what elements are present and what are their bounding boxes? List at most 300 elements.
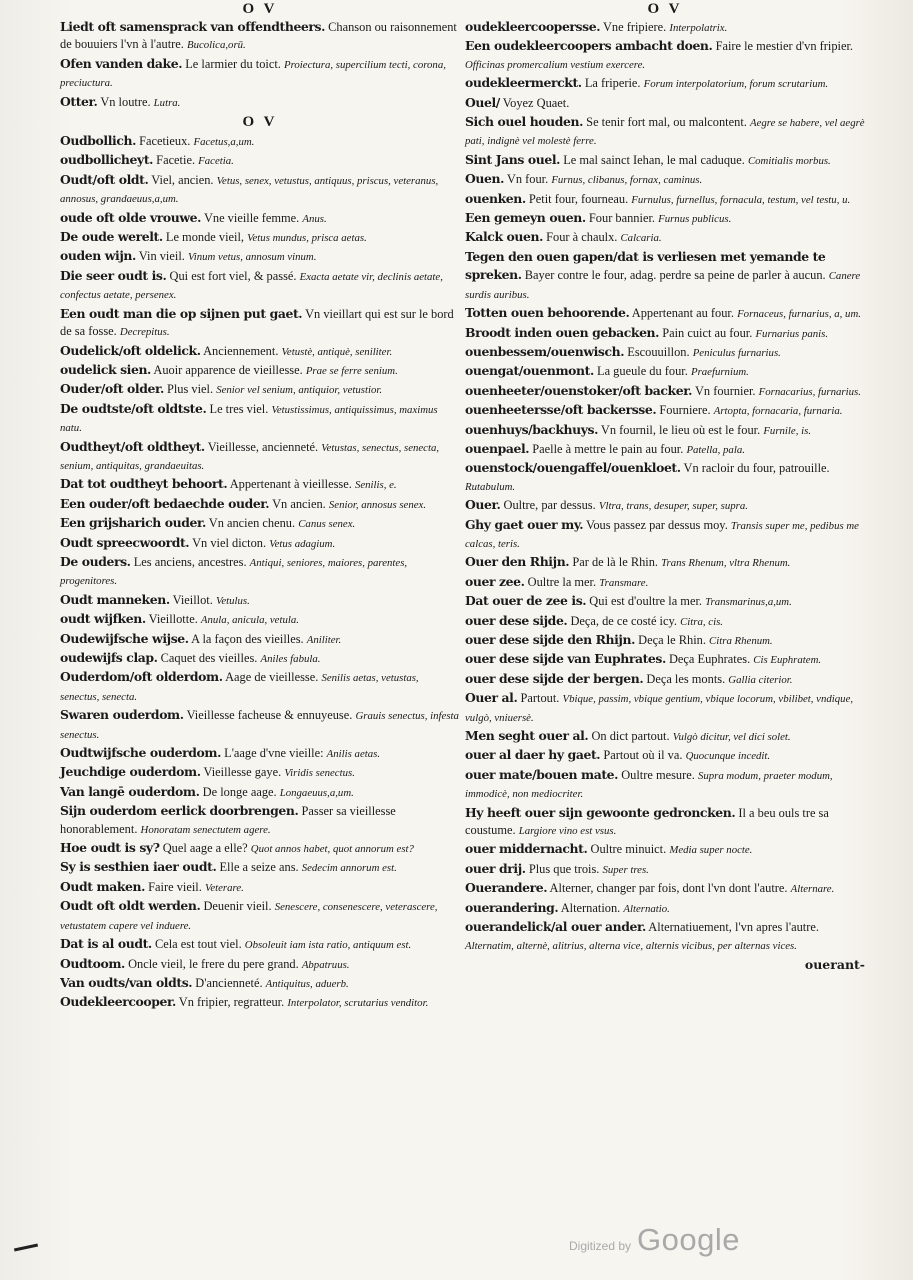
entry-french: Partout où il va. [603,748,683,763]
entry-french: Alterner, changer par fois, dont l'vn dont l'autre. [549,881,788,896]
entry-latin: Supra modum, praeter modum, immodicè, non mediocriter. [465,769,833,801]
right-column [465,0,865,972]
dictionary-entry [60,878,460,897]
entry-headword: ouengat/ouenmont. [465,363,594,379]
entry-headword: oudekleercoopersse. [465,19,601,34]
entry-latin: Forum interpolatorium, forum scrutarium. [643,78,829,91]
entry-french: Vin vieil. [138,249,185,264]
entry-headword: ouenheeter/ouenstoker/oft backer. [465,382,693,398]
entry-french: Les anciens, ancestres. [133,554,247,569]
entry-headword: Ouel/ [465,94,500,110]
entry-french: Viel, ancien. [151,172,214,187]
entry-latin: Anus. [302,212,327,225]
entry-headword: Sy is sesthien iaer oudt. [60,859,217,875]
entry-latin: Longaeuus,a,um. [279,786,354,799]
google-logo-text: Google [637,1222,740,1257]
entry-latin: Vetustissimus, antiquissimus, maximus natu. [60,403,438,435]
entry-french: La gueule du four. [597,364,688,379]
entry-headword: Ouerandere. [465,880,548,896]
dictionary-entry [465,113,865,151]
dictionary-entry [60,630,460,649]
entry-french: Fourniere. [659,403,711,418]
entry-latin: Largiore vino est vsus. [518,825,617,838]
dictionary-entry [60,993,460,1012]
entry-headword: Ouder/oft older. [60,381,164,397]
entry-headword: Sint Jans ouel. [465,151,561,167]
entry-french: Facetie. [156,153,196,168]
entry-french: Vn loutre. [100,94,151,109]
dictionary-entry [60,763,460,782]
dictionary-entry [465,228,865,247]
entry-headword: ouer drij. [465,860,526,876]
dictionary-entry [60,668,460,706]
entry-latin: Abpatruus. [301,958,350,971]
entry-french: Cela est tout viel. [154,937,242,952]
entry-latin: Alternatim, alternè, alitrius, alterna vice, alternis vicibus, per alternas vices. [465,939,797,952]
entry-french: Vn fripier, regratteur. [178,995,285,1010]
entry-latin: Furnarius panis. [755,327,829,340]
entry-latin: Calcaria. [620,232,662,245]
entry-latin: Senior, annosus senex. [328,498,427,511]
entry-headword: Oudtoom. [60,955,125,971]
entry-latin: Canus senex. [298,518,356,531]
dictionary-entry [465,151,865,170]
dictionary-entry [465,496,865,515]
entry-french: On dict partout. [591,729,670,744]
dictionary-entry [60,514,460,533]
dictionary-entry [465,592,865,611]
entry-french: Il a beu ouls tre sa coustume. [465,805,829,838]
entry-headword: Jeuchdige ouderdom. [60,764,201,780]
entry-french: Anciennement. [203,343,279,358]
dictionary-entry [465,382,865,401]
dictionary-entry [465,553,865,572]
dictionary-entry [465,18,865,37]
entry-latin: Prae se ferre senium. [305,364,398,377]
dictionary-entry [60,228,460,247]
entry-french: Voyez Quaet. [502,95,570,110]
dictionary-entry [60,591,460,610]
dictionary-entry [465,304,865,323]
entry-latin: Aegre se habere, vel aegrè pati, indignè vel molestè ferre. [465,117,865,148]
dictionary-entry [465,343,865,362]
entry-headword: Ouer den Rhijn. [465,554,570,570]
dictionary-entry [60,610,460,629]
entry-headword: Men seght ouer al. [465,728,589,744]
entry-headword: oudbollicheyt. [60,152,154,168]
dictionary-entry [60,55,460,93]
dictionary-entry [60,706,460,744]
dictionary-entry [465,727,865,746]
entry-french: Vn fournier. [694,383,756,398]
dictionary-entry [60,839,460,858]
right-main-entries [465,18,865,955]
entry-french: Quel aage a elle? [162,841,248,856]
entry-headword: De ouders. [60,553,131,569]
entry-french: Vn fournil, le lieu où est le four. [600,422,761,437]
entry-latin: Officinas promercalium vestium exercere. [465,58,646,71]
entry-headword: ouenken. [465,190,526,206]
entry-headword: Van oudts/van oldts. [60,974,193,990]
entry-headword: oudelick sien. [60,361,151,377]
entry-headword: Oudtheyt/oft oldtheyt. [60,438,205,454]
entry-latin: Comitialis morbus. [747,154,831,167]
entry-french: Oultre mesure. [621,767,695,782]
dictionary-entry [60,744,460,763]
dictionary-entry [465,94,865,113]
entry-french: Aage de vieillesse. [225,670,319,685]
section-head: O V [242,114,278,131]
entry-french: Escouuillon. [627,344,690,359]
entry-french: Appertenant à vieillesse. [229,477,352,492]
entry-french: Vieillesse, ancienneté. [207,439,319,454]
dictionary-entry [465,899,865,918]
dictionary-entry [465,766,865,804]
entry-french: Le tres viel. [209,401,269,416]
entry-french: Deça Euphrates. [668,652,751,667]
dictionary-entry [465,804,865,841]
entry-headword: Van langē ouderdom. [60,783,200,799]
entry-latin: Aniliter. [306,633,342,646]
entry-headword: Een oudekleercoopers ambacht doen. [465,38,713,54]
entry-latin: Vinum vetus, annosum vinum. [187,251,317,264]
entry-headword: Oudekleercooper. [60,994,176,1010]
entry-headword: ouerandering. [465,899,559,915]
entry-latin: Furnulus, furnellus, fornacula, testum, vel testu, u. [631,193,851,206]
entry-headword: Ouderdom/oft olderdom. [60,669,223,685]
entry-french: Deuenir vieil. [203,899,272,914]
entry-headword: ouden wijn. [60,248,136,264]
entry-headword: ouenpael. [465,440,530,456]
entry-latin: Senilis, e. [354,479,397,492]
entry-latin: Decrepitus. [119,326,170,339]
entry-french: Plus que trois. [528,861,600,876]
left-main-entries [60,132,460,1013]
entry-french: Vieillesse gaye. [203,765,282,780]
entry-french: Vne vieille femme. [203,210,300,225]
entry-french: Vn viel dicton. [192,535,267,550]
entry-headword: De oudtste/oft oldtste. [60,400,207,416]
entry-french: Paelle à mettre le pain au four. [532,441,684,456]
left-top-entries [60,18,460,112]
dictionary-entry [465,612,865,631]
entry-french: Alternation. [560,900,621,915]
entry-french: Alternatiuement, l'vn apres l'autre. [648,920,819,935]
dictionary-entry [465,650,865,669]
entry-french: Plus viel. [166,382,214,397]
running-head-right: O V [647,1,683,17]
entry-latin: Antiqui, seniores, maiores, parentes, progenitores. [60,556,408,588]
entry-headword: ouenhuys/backhuys. [465,421,599,437]
dictionary-entry [60,955,460,974]
dictionary-entry [465,689,865,727]
dictionary-entry [60,151,460,170]
entry-latin: Patella, pala. [686,443,745,456]
entry-french: Four à chaulx. [546,230,618,245]
entry-latin: Furnile, is. [763,424,812,437]
dictionary-entry [60,361,460,380]
entry-latin: Artopta, fornacaria, furnaria. [713,405,843,418]
entry-headword: Tegen den ouen gapen/dat is verliesen met yemande te spreken. [465,248,826,283]
entry-latin: Rutabulum. [465,480,516,493]
entry-french: Vn racloir du four, patrouille. [683,461,830,476]
entry-french: Le monde vieil, [165,230,244,245]
entry-french: Se tenir fort mal, ou malcontent. [586,115,747,130]
entry-headword: Oudt maken. [60,878,146,894]
entry-latin: Transmarinus,a,um. [705,596,792,609]
entry-latin: Vetustas, senectus, senecta, senium, antiquitas, grandaeuitas. [60,441,440,472]
entry-headword: Oudewijfsche wijse. [60,630,189,646]
entry-french: De longe aage. [202,784,277,799]
entry-french: Bayer contre le four, adag. perdre sa peine de parler à aucun. [524,268,826,283]
dictionary-entry [60,649,460,668]
entry-french: Qui est d'oultre la mer. [589,594,702,609]
entry-headword: Dat tot oudtheyt behoort. [60,476,228,492]
dictionary-entry [465,362,865,381]
entry-headword: Swaren ouderdom. [60,707,184,723]
entry-french: Le mal sainct Iehan, le mal caduque. [563,152,745,167]
entry-french: Vn four. [506,172,549,187]
entry-french: Vn vieillart qui est sur le bord de sa fosse. [60,306,454,339]
entry-french: Four bannier. [588,211,655,226]
entry-latin: Veterare. [204,881,244,894]
entry-headword: Ouer al. [465,690,518,706]
entry-french: Oncle vieil, le frere du pere grand. [128,956,299,971]
entry-headword: ouenbessem/ouenwisch. [465,343,625,359]
dictionary-entry [60,209,460,228]
entry-latin: Furnus publicus. [658,213,732,226]
entry-french: Pain cuict au four. [662,325,753,340]
page-edge-mark [14,1244,38,1252]
entry-latin: Antiquitus, aduerb. [265,977,349,990]
dictionary-entry [465,170,865,189]
entry-latin: Obsoleuit iam ista ratio, antiquum est. [244,939,412,952]
entry-latin: Grauis senectus, infesta senectus. [60,710,459,741]
entry-headword: Oudelick/oft oldelick. [60,342,201,358]
entry-french: Vous passez par dessus moy. [586,517,728,532]
dictionary-entry [465,918,865,955]
entry-french: Qui est fort viel, & passé. [169,268,297,283]
entry-headword: Een oudt man die op sijnen put gaet. [60,305,303,321]
digitized-by-google-watermark [569,1222,740,1258]
entry-headword: ouer al daer hy gaet. [465,747,601,763]
entry-latin: Vetus, senex, vetustus, antiquus, priscus, veteranus, annosus, grandaeuus,a,um. [60,174,439,206]
entry-french: Vn ancien chenu. [208,516,296,531]
entry-french: Deça les monts. [646,671,726,686]
entry-latin: Media super nocte. [669,844,753,857]
catchword: ouerant- [804,956,865,972]
entry-french: Oultre minuict. [590,842,667,857]
dictionary-entry [465,248,865,304]
entry-latin: Vetus mundus, prisca aetas. [247,232,367,245]
entry-french: Chanson ou raisonnement de bouuiers l'vn à l'autre. [60,20,457,52]
entry-french: Passer sa vieillesse honorablement. [60,804,396,836]
dictionary-entry [465,74,865,93]
entry-latin: Senior vel senium, antiquior, vetustior. [216,384,383,397]
entry-latin: Lutra. [153,96,181,109]
left-column [60,0,460,1013]
dictionary-entry [60,495,460,514]
dictionary-entry [60,438,460,476]
entry-latin: Proiectura, supercilium tecti, corona, preciuctura. [60,58,446,90]
entry-latin: Senilis aetas, vetustas, senectus, senecta. [60,672,419,703]
digitized-label: Digitized by [569,1239,632,1253]
entry-latin: Sedecim annorum est. [301,862,397,875]
entry-headword: ouer dese sijde van Euphrates. [465,651,666,667]
entry-french: Faire le mestier d'vn fripier. [715,39,854,54]
dictionary-entry [465,190,865,209]
entry-headword: Een gemeyn ouen. [465,210,586,226]
entry-headword: Totten ouen behoorende. [465,305,630,321]
dictionary-entry [60,400,460,438]
entry-headword: Die seer oudt is. [60,267,167,283]
dictionary-entry [465,879,865,898]
entry-headword: Hoe oudt is sy? [60,840,160,856]
dictionary-entry [60,783,460,802]
dictionary-entry [465,440,865,459]
entry-french: Vieillotte. [148,612,198,627]
entry-french: Partout. [520,691,560,706]
dictionary-entry [60,858,460,877]
entry-headword: Een ouder/oft bedaechde ouder. [60,495,270,511]
entry-headword: Ofen vanden dake. [60,55,183,71]
entry-french: Caquet des vieilles. [160,651,258,665]
dictionary-entry [60,897,460,935]
entry-latin: Vltra, trans, desuper, super, supra. [598,500,748,513]
entry-latin: Vetulus. [215,594,250,607]
entry-latin: Citra Rhenum. [709,635,773,647]
entry-headword: oudekleermerckt. [465,75,582,91]
entry-latin: Vulgò dicitur, vel dici solet. [672,731,791,744]
dictionary-entry [465,746,865,765]
dictionary-entry [60,935,460,954]
entry-french: Le larmier du toict. [185,56,281,71]
dictionary-entry [465,209,865,228]
entry-french: D'ancienneté. [195,975,263,990]
entry-headword: Kalck ouen. [465,229,544,245]
entry-headword: Hy heeft ouer sijn gewoonte gedroncken. [465,804,736,820]
dictionary-entry [465,516,865,554]
entry-latin: Anilis aetas. [326,748,381,761]
entry-headword: ouer dese sijde den Rhijn. [465,632,636,647]
entry-headword: Dat ouer de zee is. [465,593,587,609]
entry-latin: Exacta aetate vir, declinis aetate, confectus aetate, persenex. [60,270,443,302]
entry-headword: ouer mate/bouen mate. [465,766,619,782]
entry-french: La friperie. [584,76,641,91]
dictionary-entry [60,93,460,112]
entry-latin: Facetus,a,um. [193,136,255,149]
dictionary-entry [60,553,460,591]
entry-headword: Oudtwijfsche ouderdom. [60,745,222,761]
dictionary-entry [60,475,460,494]
entry-headword: Ouen. [465,171,505,187]
entry-latin: Facetia. [198,155,234,168]
entry-headword: Sich ouel houden. [465,114,584,130]
entry-latin: Fornaceus, furnarius, a, um. [737,308,861,321]
entry-latin: Aniles fabula. [260,653,321,665]
dictionary-entry [60,305,460,342]
dictionary-entry [465,670,865,689]
entry-headword: ouer zee. [465,573,525,589]
entry-headword: ouer middernacht. [465,841,588,857]
entry-latin: Viridis senectus. [284,767,355,780]
entry-headword: Ouer. [465,497,501,513]
entry-french: Deça le Rhin. [638,633,706,647]
entry-latin: Praefurnium. [690,366,749,379]
entry-french: Facetieux. [139,134,191,149]
dictionary-entry [60,802,460,839]
dictionary-entry [60,974,460,993]
entry-latin: Fornacarius, furnarius. [758,385,861,398]
entry-latin: Gallia citerior. [728,673,793,686]
entry-headword: Broodt inden ouen gebacken. [465,324,660,340]
dictionary-entry [60,171,460,209]
entry-french: Petit four, fourneau. [528,191,629,206]
entry-headword: Oudbollich. [60,133,136,149]
entry-latin: Peniculus furnarius. [692,346,781,359]
dictionary-entry [60,380,460,399]
entry-latin: Alternare. [790,883,835,896]
running-head-left: O V [242,1,278,17]
entry-headword: ouer dese sijde. [465,612,568,628]
entry-latin: Interpolator, scrutarius venditor. [287,997,429,1010]
dictionary-entry [60,18,460,55]
entry-french: Vieillot. [172,592,213,607]
entry-french: Vne fripiere. [602,20,667,34]
entry-headword: ouerandelick/al ouer ander. [465,919,646,935]
dictionary-entry [465,421,865,440]
entry-french: A la façon des vieilles. [191,631,304,646]
entry-latin: Cis Euphratem. [753,654,822,667]
entry-latin: Citra, cis. [680,615,724,628]
entry-headword: Sijn ouderdom eerlick doorbrengen. [60,803,299,819]
entry-headword: Oudt manneken. [60,591,170,607]
entry-french: Par de là le Rhin. [572,555,659,570]
dictionary-entry [465,573,865,592]
entry-latin: Senescere, consenescere, veterascere, vetustatem capere vel induere. [60,901,438,932]
entry-latin: Bucolica,orū. [186,39,246,52]
entry-headword: De oude werelt. [60,229,163,245]
entry-latin: Vbique, passim, vbique gentium, vbique locorum, vbilibet, vndique, vulgò, vniuersè. [465,693,854,724]
entry-latin: Transis super me, pedibus me calcas, teris. [465,519,859,550]
dictionary-entry [60,247,460,266]
dictionary-entry [465,459,865,496]
entry-headword: oudewijfs clap. [60,650,158,665]
dictionary-entry [465,37,865,74]
entry-headword: Oudt/oft oldt. [60,171,149,187]
entry-latin: Transmare. [599,576,649,589]
entry-latin: Canere surdis auribus. [465,270,861,301]
entry-latin: Alternatio. [623,902,670,915]
entry-headword: Ghy gaet ouer my. [465,516,584,532]
entry-latin: Vetus adagium. [269,537,336,550]
entry-latin: Quocunque incedit. [685,750,771,763]
entry-headword: Dat is al oudt. [60,936,152,952]
entry-latin: Super tres. [602,863,649,876]
entry-headword: Oudt oft oldt werden. [60,898,201,914]
entry-headword: ouenheetersse/oft backersse. [465,402,657,418]
dictionary-entry [465,401,865,420]
entry-latin: Trans Rhenum, vltra Rhenum. [661,557,791,570]
entry-headword: ouer dese sijde der bergen. [465,670,644,686]
entry-latin: Anula, anicula, vetula. [200,614,299,627]
entry-headword: Liedt oft samensprack van offendtheers. [60,19,326,34]
entry-latin: Quot annos habet, quot annorum est? [250,843,414,856]
entry-french: Elle a seize ans. [219,860,299,875]
dictionary-entry [465,324,865,343]
entry-latin: Honoratam senectutem agere. [140,823,271,836]
entry-latin: Interpolatrix. [669,22,728,34]
